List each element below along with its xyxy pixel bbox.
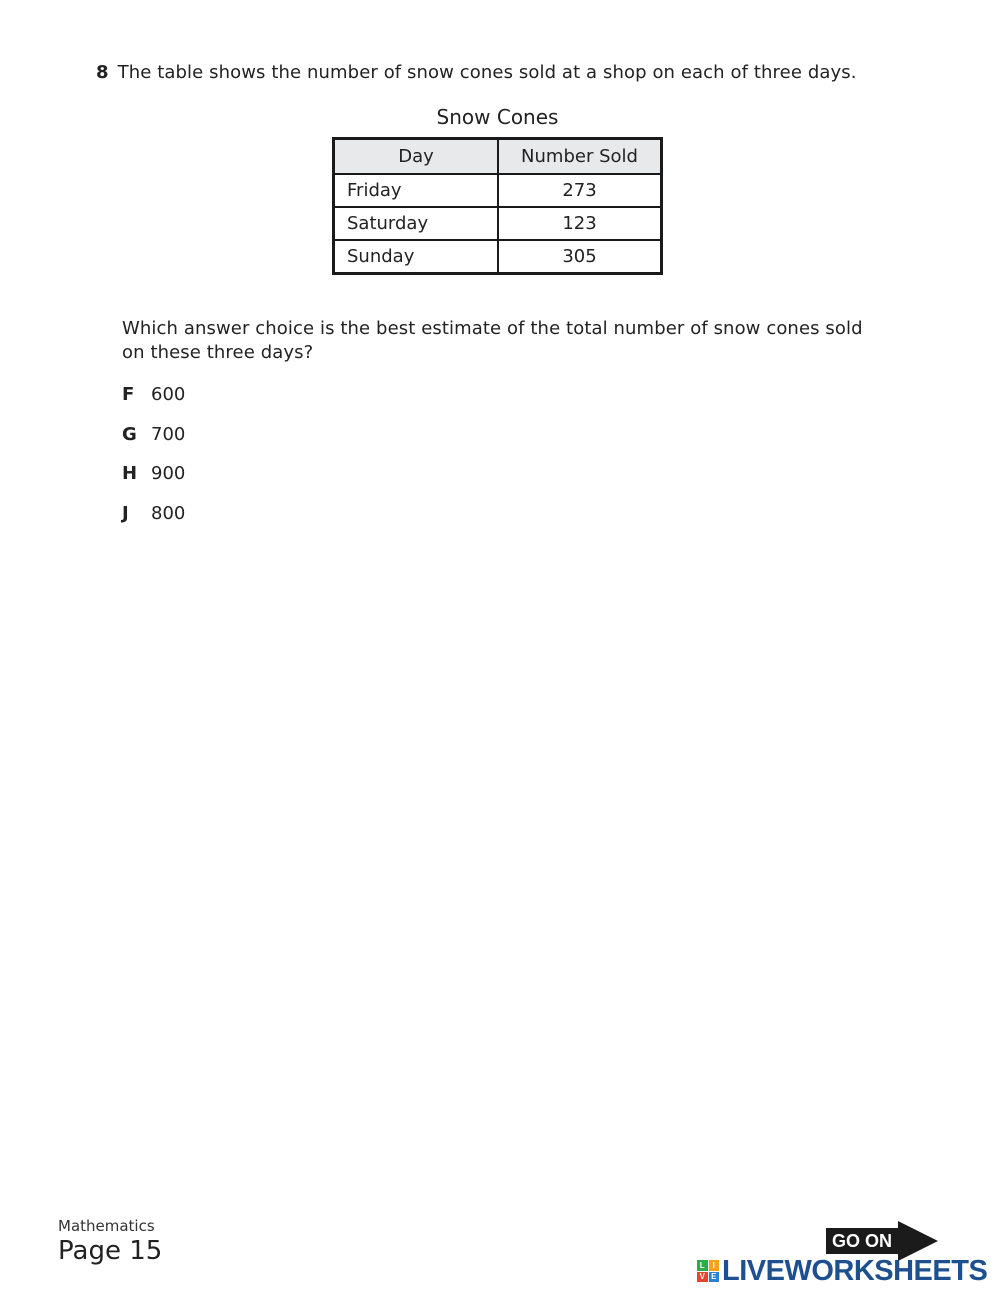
choice-h[interactable] <box>122 463 185 484</box>
prompt-text <box>122 317 902 365</box>
choice-letter: J <box>122 503 129 524</box>
table-header-row <box>334 139 662 175</box>
day-cell: Sunday <box>334 240 499 274</box>
header-day: Day <box>334 139 499 175</box>
footer-subject: Mathematics <box>58 1217 155 1235</box>
go-on-label: GO ON <box>832 1231 893 1251</box>
header-number-sold: Number Sold <box>498 139 662 175</box>
page-number: Page 15 <box>58 1236 163 1266</box>
choice-value: 600 <box>151 384 186 405</box>
table-row <box>334 240 662 274</box>
table-row <box>334 207 662 240</box>
day-cell: Friday <box>334 174 499 207</box>
choice-letter: H <box>122 463 138 484</box>
sold-cell: 273 <box>498 174 662 207</box>
choice-value: 800 <box>151 503 186 524</box>
question-number: 8 <box>96 62 109 83</box>
live-badge-icon: L I V E <box>697 1260 719 1282</box>
prompt-line-1: Which answer choice is the best estimate of the total number of snow cones sold <box>122 318 863 339</box>
choice-letter: G <box>122 424 137 445</box>
choice-j[interactable] <box>122 503 185 524</box>
choice-g[interactable] <box>122 424 185 445</box>
question-text <box>96 62 896 83</box>
brand-name: LIVEWORKSHEETS <box>722 1254 988 1287</box>
sold-cell: 123 <box>498 207 662 240</box>
table-title: Snow Cones <box>436 105 559 129</box>
choice-value: 700 <box>151 424 186 445</box>
table-row <box>334 174 662 207</box>
snow-cones-table <box>332 137 663 275</box>
day-cell: Saturday <box>334 207 499 240</box>
question-stem: The table shows the number of snow cones sold at a shop on each of three days. <box>117 62 857 83</box>
liveworksheets-logo <box>697 1255 987 1287</box>
sold-cell: 305 <box>498 240 662 274</box>
choice-letter: F <box>122 384 135 405</box>
prompt-line-2: on these three days? <box>122 342 314 363</box>
choice-f[interactable] <box>122 384 185 405</box>
choice-value: 900 <box>151 463 186 484</box>
